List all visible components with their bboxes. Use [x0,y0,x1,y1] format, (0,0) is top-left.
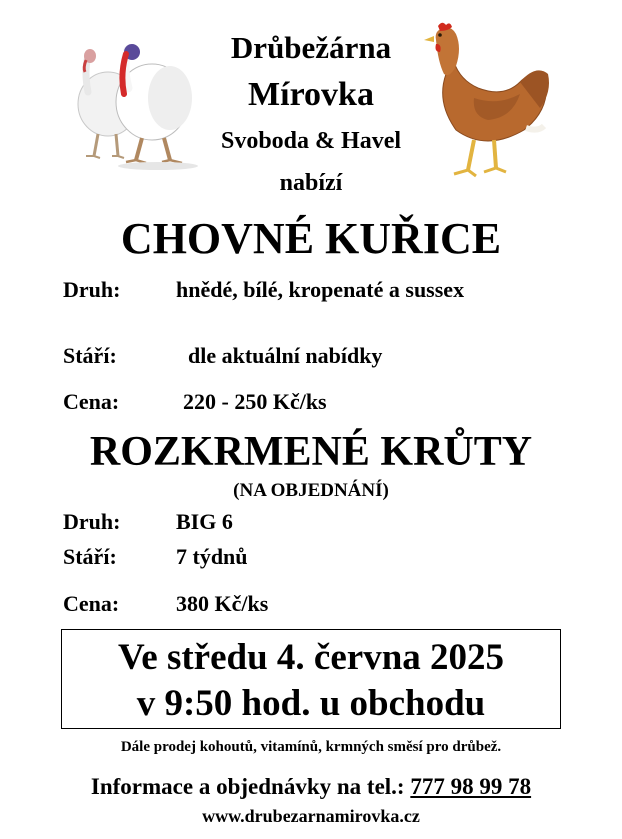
contact-label: Informace a objednávky na tel.: [90,774,405,799]
turkeys-age-label: Stáří: [63,544,117,569]
turkeys-breed-value: BIG 6 [176,509,233,534]
owners-line: Svoboda & Havel [220,128,402,154]
contact-line [0,774,622,800]
hens-breed-value: hnědé, bílé, kropenaté a sussex [176,277,465,302]
additional-products-note: Dále prodej kohoutů, vitamínů, krmných směsí pro drůbež. [120,739,502,755]
turkeys-price-value: 380 Kč/ks [176,591,269,616]
hens-price-label: Cena: [63,389,120,414]
announcement-box [61,629,561,729]
offers-line: nabízí [279,170,343,196]
hens-breed-label: Druh: [63,277,121,302]
company-name-line1: Drůbežárna [230,30,392,65]
section-heading-turkeys: ROZKRMENÉ KRŮTY [89,429,533,475]
hens-age-value: dle aktuální nabídky [188,343,383,368]
hens-age-label: Stáří: [63,343,117,368]
turkeys-age-value: 7 týdnů [176,544,248,569]
turkeys-order-note: (NA OBJEDNÁNÍ) [233,480,389,501]
section-heading-hens: CHOVNÉ KUŘICE [120,214,502,263]
company-name-line2: Mírovka [248,76,374,113]
announcement-time-place: v 9:50 hod. u obchodu [136,683,486,724]
website-link[interactable]: www.drubezarnamirovka.cz [202,806,420,826]
turkeys-breed-label: Druh: [63,509,121,534]
turkeys-price-label: Cena: [63,591,120,616]
hens-price-value: 220 - 250 Kč/ks [183,389,327,414]
phone-number[interactable]: 777 98 99 78 [410,774,532,799]
announcement-date: Ve středu 4. června 2025 [117,637,505,678]
